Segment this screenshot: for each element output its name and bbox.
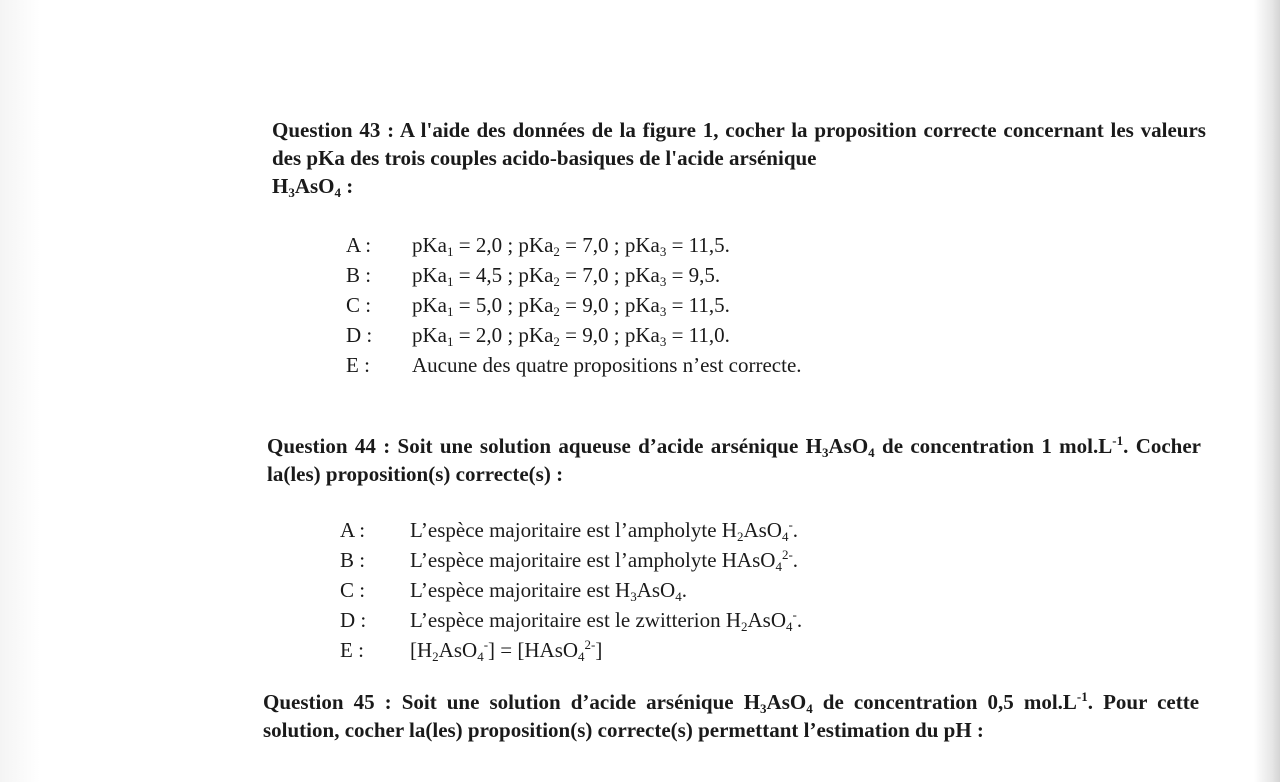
question-44-formula: $H_3AsO_4$ — [805, 434, 875, 460]
option-44-c[interactable] — [340, 575, 802, 605]
option-text: pKa$_1$ = 5,0 ; pKa$_2$ = 9,0 ; pKa$_3$ = 11,5. — [412, 293, 730, 319]
option-text: pKa$_1$ = 4,5 ; pKa$_2$ = 7,0 ; pKa$_3$ = 9,5. — [412, 263, 721, 289]
option-text: pKa$_1$ = 2,0 ; pKa$_2$ = 9,0 ; pKa$_3$ = 11,0. — [412, 323, 730, 349]
question-44-text-before: Soit une solution aqueuse d’acide arsénique — [397, 434, 799, 458]
scan-right-edge — [1254, 0, 1280, 782]
option-44-e[interactable] — [340, 635, 802, 665]
option-letter: E : — [340, 638, 364, 662]
option-44-d[interactable] — [340, 605, 802, 635]
option-letter: D : — [346, 323, 373, 347]
question-45-label: Question 45 : — [263, 690, 392, 714]
option-letter: D : — [340, 608, 367, 632]
question-43 — [272, 116, 1206, 200]
option-letter: B : — [340, 548, 366, 572]
option-43-c[interactable] — [346, 290, 802, 320]
option-text: L’espèce majoritaire est l’ampholyte HAsO$_4^{2-}$. — [410, 547, 799, 574]
question-43-options — [346, 230, 802, 380]
question-44-options — [340, 515, 802, 665]
option-letter: C : — [340, 578, 366, 602]
option-text: L’espèce majoritaire est l’ampholyte $H_2AsO_4^-$. — [410, 517, 799, 544]
option-letter: C : — [346, 293, 372, 317]
question-43-text: A l'aide des données de la figure 1, cocher la proposition correcte concernant les valeurs des pKa des trois couples acido-basiques de l'acide arsénique — [272, 118, 1206, 170]
question-44-heading — [267, 432, 1201, 488]
question-44-text-after: de concentration 1 $mol.L^{-1}$. Cocher la(les) proposition(s) correcte(s) : — [267, 433, 1202, 486]
option-text: $[H_2AsO_4^-]$ = [HAsO$_4^{2-}$] — [410, 637, 603, 664]
question-43-label: Question 43 : — [272, 118, 395, 142]
option-43-d[interactable] — [346, 320, 802, 350]
question-45-heading — [263, 688, 1199, 744]
option-text: Aucune des quatre propositions n’est correcte. — [412, 353, 802, 377]
option-letter: E : — [346, 353, 370, 377]
question-44 — [267, 432, 1201, 488]
option-letter: B : — [346, 263, 372, 287]
option-text: L’espèce majoritaire est le zwitterion $H_2AsO_4^-$. — [410, 607, 803, 634]
question-45 — [263, 688, 1199, 744]
option-43-a[interactable] — [346, 230, 802, 260]
option-43-e[interactable] — [346, 350, 802, 380]
question-45-formula: $H_3AsO_4$ — [743, 690, 813, 716]
question-43-formula: $H_3AsO_4$ : — [272, 174, 354, 200]
option-letter: A : — [346, 233, 372, 257]
option-44-b[interactable] — [340, 545, 802, 575]
question-45-text-before: Soit une solution d’acide arsénique — [401, 690, 734, 714]
option-letter: A : — [340, 518, 366, 542]
question-44-label: Question 44 : — [267, 434, 391, 458]
option-44-a[interactable] — [340, 515, 802, 545]
scan-left-shade — [0, 0, 40, 782]
option-text: L’espèce majoritaire est $H_3AsO_4$. — [410, 578, 687, 604]
option-text: pKa$_1$ = 2,0 ; pKa$_2$ = 7,0 ; pKa$_3$ = 11,5. — [412, 233, 730, 259]
question-43-heading — [272, 116, 1206, 200]
option-43-b[interactable] — [346, 260, 802, 290]
question-45-text-after: de concentration 0,5 $mol.L^{-1}$. Pour cette solution, cocher la(les) proposition(s) correcte(s) permettant l’estimation du pH : — [263, 689, 1200, 742]
